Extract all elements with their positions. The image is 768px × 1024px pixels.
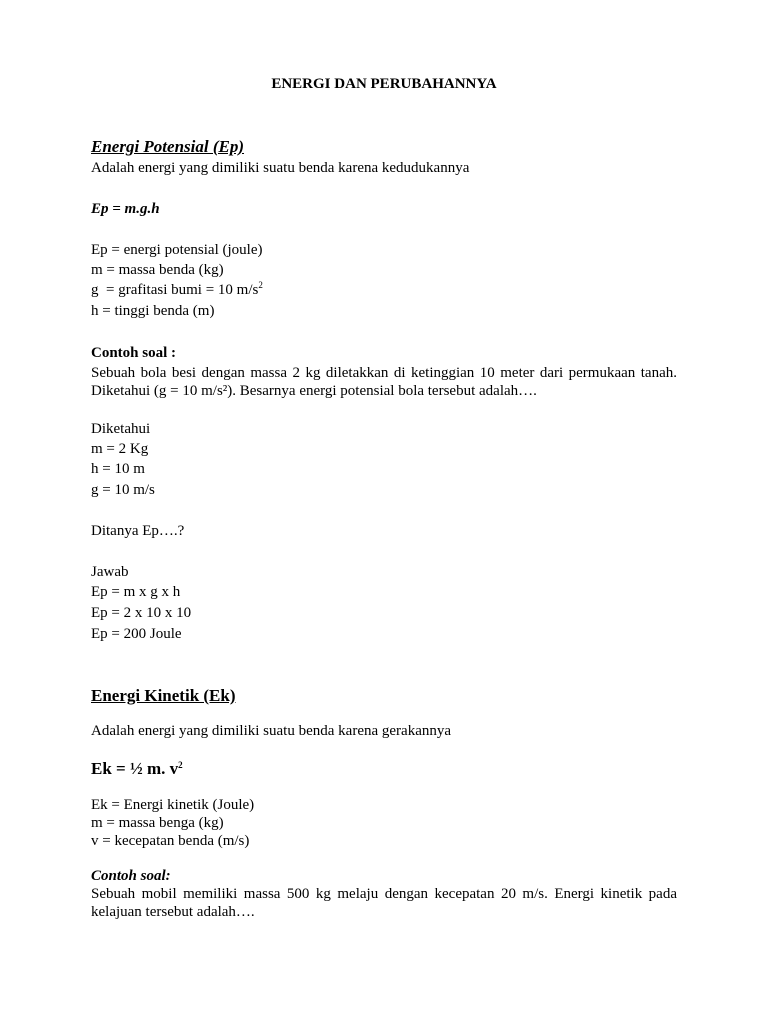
kinetic-example-label: Contoh soal: bbox=[91, 868, 171, 884]
document-title: ENERGI DAN PERUBAHANNYA bbox=[271, 76, 497, 92]
var-g bbox=[91, 281, 263, 299]
answer-step: Ep = m x g x h bbox=[91, 584, 181, 600]
kinetic-energy-formula bbox=[91, 759, 183, 779]
kinetic-formula-text: Ek = ½ m. v bbox=[91, 759, 179, 778]
answer-step: Ep = 2 x 10 x 10 bbox=[91, 605, 192, 621]
answer-label: Jawab bbox=[91, 564, 129, 580]
var-m-kinetic: m = massa benga (kg) bbox=[91, 815, 224, 831]
known-item: g = 10 m/s bbox=[91, 482, 155, 498]
var-ep: Ep = energi potensial (joule) bbox=[91, 242, 263, 258]
answer-step: Ep = 200 Joule bbox=[91, 626, 182, 642]
var-g-exponent: 2 bbox=[258, 280, 263, 290]
var-g-text: g = grafitasi bumi = 10 m/s bbox=[91, 282, 259, 298]
known-item: h = 10 m bbox=[91, 461, 145, 477]
var-ek: Ek = Energi kinetik (Joule) bbox=[91, 797, 255, 813]
known-label: Diketahui bbox=[91, 421, 151, 437]
var-v: v = kecepatan benda (m/s) bbox=[91, 833, 250, 849]
kinetic-energy-heading: Energi Kinetik (Ek) bbox=[91, 686, 236, 705]
asked-text: Ditanya Ep….? bbox=[91, 523, 185, 539]
potential-example-text: Sebuah bola besi dengan massa 2 kg diletakkan di ketinggian 10 meter dari permukaan tanah. Diketahui (g = 10 m/s²). Besarnya energi potensial bola tersebut adalah…. bbox=[91, 365, 677, 399]
potential-energy-definition: Adalah energi yang dimiliki suatu benda karena kedudukannya bbox=[91, 160, 470, 176]
known-item: m = 2 Kg bbox=[91, 441, 149, 457]
kinetic-formula-exponent: 2 bbox=[178, 760, 183, 770]
kinetic-energy-definition: Adalah energi yang dimiliki suatu benda karena gerakannya bbox=[91, 723, 452, 739]
kinetic-example-text: Sebuah mobil memiliki massa 500 kg melaju dengan kecepatan 20 m/s. Energi kinetik pada kelajuan tersebut adalah…. bbox=[91, 886, 677, 920]
var-m: m = massa benda (kg) bbox=[91, 262, 224, 278]
potential-example-label: Contoh soal : bbox=[91, 345, 177, 361]
potential-energy-heading: Energi Potensial (Ep) bbox=[91, 137, 245, 156]
potential-energy-formula: Ep = m.g.h bbox=[91, 201, 160, 217]
var-h: h = tinggi benda (m) bbox=[91, 303, 215, 319]
